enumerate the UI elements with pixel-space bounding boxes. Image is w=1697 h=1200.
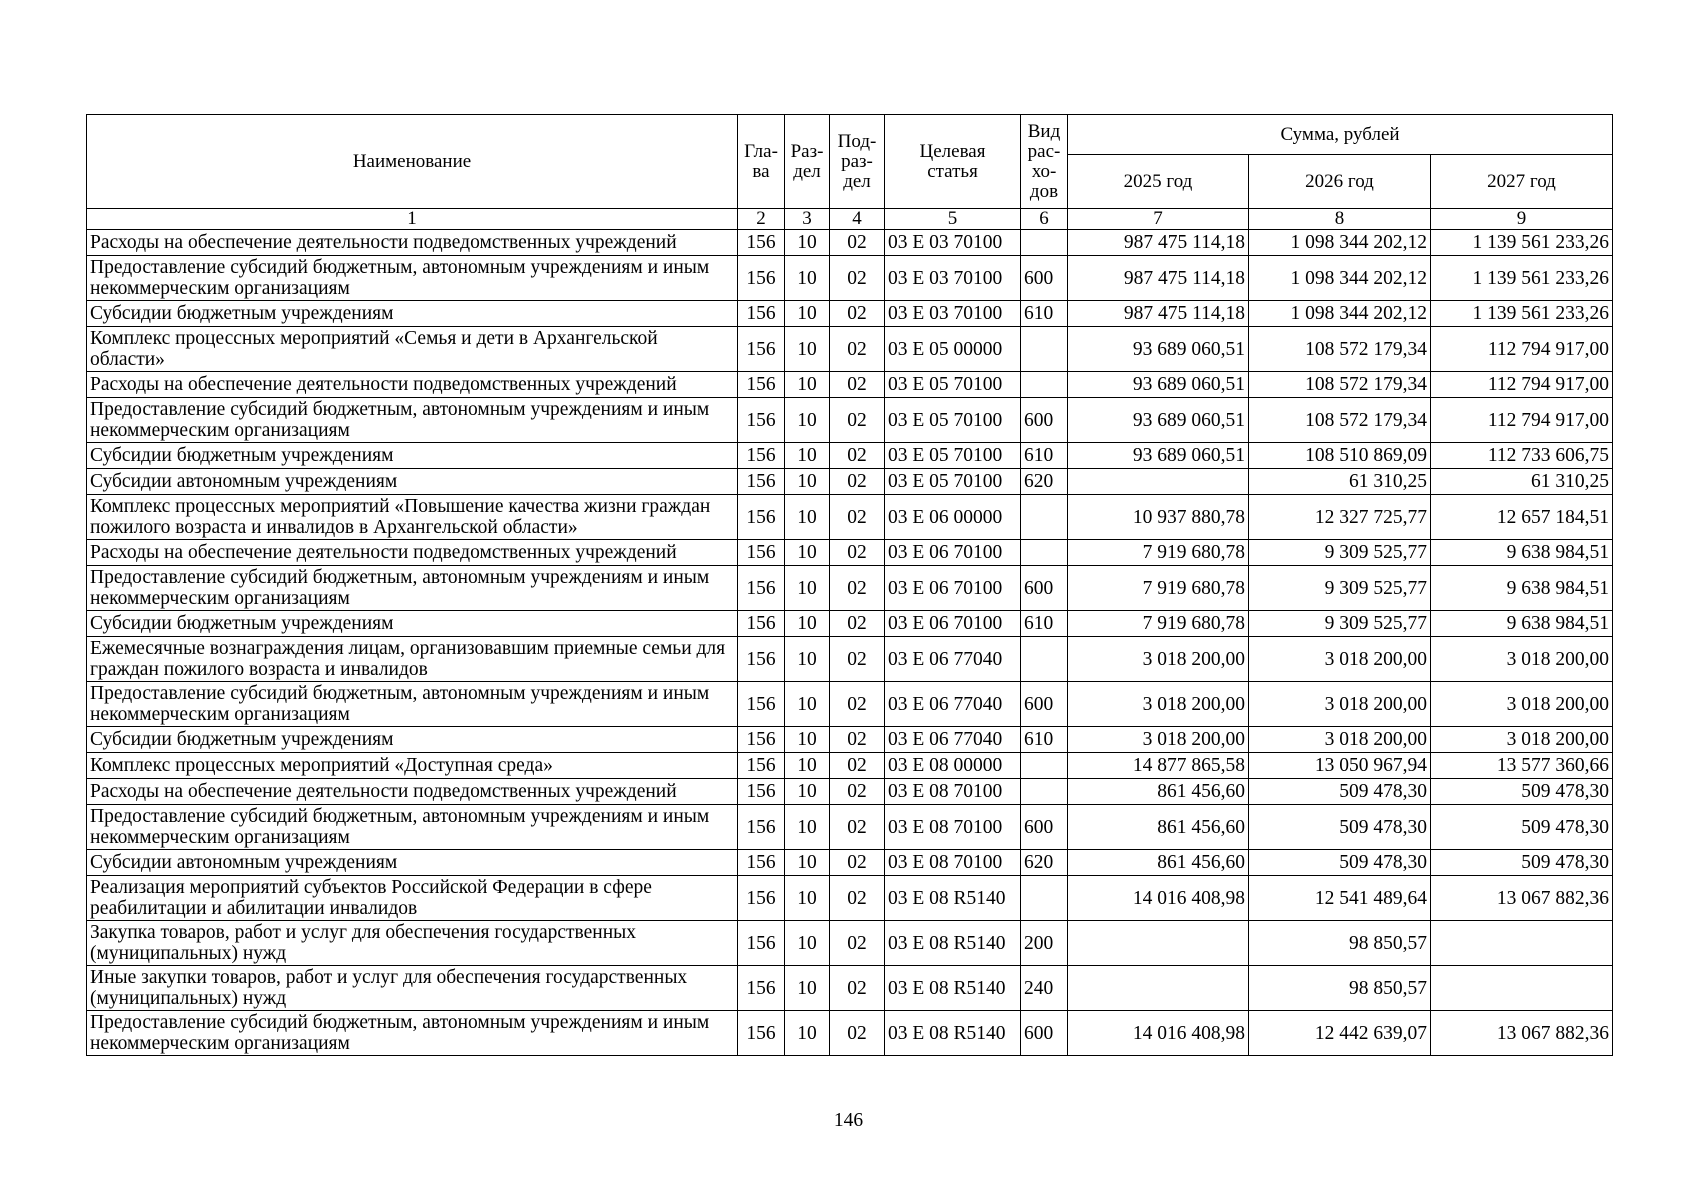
target-article-cell: 03 Е 06 00000 (885, 495, 1021, 540)
amount-2027-cell: 1 139 561 233,26 (1431, 301, 1613, 327)
section-cell: 10 (785, 566, 830, 611)
amount-2026-cell: 12 541 489,64 (1249, 876, 1431, 921)
target-article-cell: 03 Е 08 70100 (885, 779, 1021, 805)
column-number: 5 (885, 209, 1021, 230)
amount-2027-cell: 3 018 200,00 (1431, 727, 1613, 753)
table-row (87, 850, 1613, 876)
column-number: 1 (87, 209, 738, 230)
target-article-cell: 03 Е 06 70100 (885, 611, 1021, 637)
table-row (87, 398, 1613, 443)
expense-type-cell: 600 (1021, 398, 1068, 443)
amount-2025-cell: 93 689 060,51 (1068, 443, 1249, 469)
amount-2025-cell: 14 877 865,58 (1068, 753, 1249, 779)
section-cell: 10 (785, 469, 830, 495)
subsection-cell: 02 (830, 611, 885, 637)
section-cell: 10 (785, 779, 830, 805)
amount-2027-cell: 61 310,25 (1431, 469, 1613, 495)
section-cell: 10 (785, 327, 830, 372)
target-article-cell: 03 Е 05 70100 (885, 398, 1021, 443)
budget-table (86, 114, 1613, 1056)
amount-2027-cell: 3 018 200,00 (1431, 637, 1613, 682)
subsection-cell: 02 (830, 966, 885, 1011)
section-cell: 10 (785, 753, 830, 779)
amount-2026-cell: 98 850,57 (1249, 966, 1431, 1011)
amount-2025-cell: 987 475 114,18 (1068, 230, 1249, 256)
amount-2025-cell (1068, 966, 1249, 1011)
target-article-cell: 03 Е 05 70100 (885, 469, 1021, 495)
section-cell: 10 (785, 301, 830, 327)
row-name: Субсидии бюджетным учреждениям (87, 727, 738, 753)
subsection-cell: 02 (830, 1011, 885, 1056)
chapter-cell: 156 (738, 301, 785, 327)
table-row (87, 682, 1613, 727)
section-cell: 10 (785, 230, 830, 256)
amount-2025-cell: 861 456,60 (1068, 850, 1249, 876)
amount-2026-cell: 98 850,57 (1249, 921, 1431, 966)
expense-type-cell (1021, 779, 1068, 805)
expense-type-cell: 200 (1021, 921, 1068, 966)
amount-2027-cell: 9 638 984,51 (1431, 566, 1613, 611)
target-article-cell: 03 Е 05 70100 (885, 372, 1021, 398)
amount-2025-cell: 93 689 060,51 (1068, 398, 1249, 443)
chapter-cell: 156 (738, 727, 785, 753)
column-number: 7 (1068, 209, 1249, 230)
amount-2025-cell: 3 018 200,00 (1068, 637, 1249, 682)
amount-2026-cell: 108 572 179,34 (1249, 372, 1431, 398)
amount-2025-cell: 7 919 680,78 (1068, 566, 1249, 611)
chapter-cell: 156 (738, 805, 785, 850)
target-article-cell: 03 Е 08 R5140 (885, 1011, 1021, 1056)
amount-2027-cell: 9 638 984,51 (1431, 611, 1613, 637)
section-cell: 10 (785, 966, 830, 1011)
header-name: Наименование (87, 115, 738, 209)
chapter-cell: 156 (738, 256, 785, 301)
amount-2025-cell: 861 456,60 (1068, 805, 1249, 850)
chapter-cell: 156 (738, 1011, 785, 1056)
table-row (87, 611, 1613, 637)
amount-2026-cell: 12 442 639,07 (1249, 1011, 1431, 1056)
section-cell: 10 (785, 805, 830, 850)
target-article-cell: 03 Е 08 R5140 (885, 921, 1021, 966)
row-name: Реализация мероприятий субъектов Российской Федерации в сфере реабилитации и абилитации инвалидов (87, 876, 738, 921)
subsection-cell: 02 (830, 779, 885, 805)
amount-2027-cell: 112 794 917,00 (1431, 398, 1613, 443)
subsection-cell: 02 (830, 805, 885, 850)
row-name: Субсидии бюджетным учреждениям (87, 611, 738, 637)
row-name: Комплекс процессных мероприятий «Доступная среда» (87, 753, 738, 779)
chapter-cell: 156 (738, 611, 785, 637)
target-article-cell: 03 Е 08 70100 (885, 850, 1021, 876)
target-article-cell: 03 Е 06 77040 (885, 637, 1021, 682)
header-year-2025: 2025 год (1068, 155, 1249, 209)
amount-2025-cell: 987 475 114,18 (1068, 301, 1249, 327)
header-subsection: Под- раз- дел (830, 115, 885, 209)
amount-2027-cell (1431, 966, 1613, 1011)
table-row (87, 753, 1613, 779)
subsection-cell: 02 (830, 682, 885, 727)
chapter-cell: 156 (738, 327, 785, 372)
subsection-cell: 02 (830, 876, 885, 921)
section-cell: 10 (785, 443, 830, 469)
subsection-cell: 02 (830, 372, 885, 398)
amount-2026-cell: 3 018 200,00 (1249, 682, 1431, 727)
row-name: Комплекс процессных мероприятий «Семья и дети в Архангельской области» (87, 327, 738, 372)
chapter-cell: 156 (738, 495, 785, 540)
chapter-cell: 156 (738, 753, 785, 779)
expense-type-cell (1021, 753, 1068, 779)
row-name: Предоставление субсидий бюджетным, автономным учреждениям и иным некоммерческим организациям (87, 566, 738, 611)
table-row (87, 301, 1613, 327)
amount-2027-cell: 509 478,30 (1431, 779, 1613, 805)
chapter-cell: 156 (738, 566, 785, 611)
chapter-cell: 156 (738, 876, 785, 921)
chapter-cell: 156 (738, 921, 785, 966)
row-name: Субсидии автономным учреждениям (87, 850, 738, 876)
subsection-cell: 02 (830, 753, 885, 779)
header-chapter: Гла- ва (738, 115, 785, 209)
row-name: Субсидии бюджетным учреждениям (87, 443, 738, 469)
table-row (87, 495, 1613, 540)
row-name: Расходы на обеспечение деятельности подведомственных учреждений (87, 540, 738, 566)
table-row (87, 805, 1613, 850)
table-row (87, 727, 1613, 753)
expense-type-cell: 600 (1021, 682, 1068, 727)
amount-2027-cell: 3 018 200,00 (1431, 682, 1613, 727)
expense-type-cell (1021, 540, 1068, 566)
amount-2025-cell (1068, 921, 1249, 966)
subsection-cell: 02 (830, 637, 885, 682)
amount-2025-cell: 10 937 880,78 (1068, 495, 1249, 540)
amount-2026-cell: 13 050 967,94 (1249, 753, 1431, 779)
table-row (87, 921, 1613, 966)
row-name: Закупка товаров, работ и услуг для обеспечения государственных (муниципальных) нужд (87, 921, 738, 966)
amount-2026-cell: 61 310,25 (1249, 469, 1431, 495)
target-article-cell: 03 Е 08 R5140 (885, 966, 1021, 1011)
amount-2026-cell: 1 098 344 202,12 (1249, 256, 1431, 301)
column-number: 6 (1021, 209, 1068, 230)
expense-type-cell (1021, 876, 1068, 921)
row-name: Субсидии автономным учреждениям (87, 469, 738, 495)
expense-type-cell: 600 (1021, 256, 1068, 301)
subsection-cell: 02 (830, 850, 885, 876)
amount-2026-cell: 509 478,30 (1249, 850, 1431, 876)
target-article-cell: 03 Е 03 70100 (885, 256, 1021, 301)
target-article-cell: 03 Е 06 70100 (885, 540, 1021, 566)
subsection-cell: 02 (830, 727, 885, 753)
target-article-cell: 03 Е 06 70100 (885, 566, 1021, 611)
amount-2026-cell: 108 572 179,34 (1249, 398, 1431, 443)
target-article-cell: 03 Е 08 00000 (885, 753, 1021, 779)
section-cell: 10 (785, 682, 830, 727)
subsection-cell: 02 (830, 230, 885, 256)
expense-type-cell: 620 (1021, 850, 1068, 876)
expense-type-cell: 600 (1021, 805, 1068, 850)
amount-2026-cell: 509 478,30 (1249, 805, 1431, 850)
target-article-cell: 03 Е 03 70100 (885, 301, 1021, 327)
target-article-cell: 03 Е 08 70100 (885, 805, 1021, 850)
table-row (87, 876, 1613, 921)
amount-2027-cell: 1 139 561 233,26 (1431, 230, 1613, 256)
table-row (87, 256, 1613, 301)
subsection-cell: 02 (830, 327, 885, 372)
section-cell: 10 (785, 637, 830, 682)
target-article-cell: 03 Е 05 00000 (885, 327, 1021, 372)
amount-2025-cell: 14 016 408,98 (1068, 1011, 1249, 1056)
row-name: Комплекс процессных мероприятий «Повышение качества жизни граждан пожилого возраста и инвалидов в Архангельской области» (87, 495, 738, 540)
expense-type-cell: 600 (1021, 1011, 1068, 1056)
section-cell: 10 (785, 256, 830, 301)
expense-type-cell (1021, 230, 1068, 256)
amount-2025-cell: 7 919 680,78 (1068, 611, 1249, 637)
expense-type-cell: 240 (1021, 966, 1068, 1011)
header-year-2026: 2026 год (1249, 155, 1431, 209)
target-article-cell: 03 Е 08 R5140 (885, 876, 1021, 921)
row-name: Ежемесячные вознаграждения лицам, организовавшим приемные семьи для граждан пожилого возраста и инвалидов (87, 637, 738, 682)
amount-2027-cell: 112 733 606,75 (1431, 443, 1613, 469)
expense-type-cell: 610 (1021, 443, 1068, 469)
row-name: Предоставление субсидий бюджетным, автономным учреждениям и иным некоммерческим организациям (87, 398, 738, 443)
table-row (87, 469, 1613, 495)
row-name: Предоставление субсидий бюджетным, автономным учреждениям и иным некоммерческим организациям (87, 256, 738, 301)
expense-type-cell: 600 (1021, 566, 1068, 611)
amount-2025-cell: 3 018 200,00 (1068, 682, 1249, 727)
amount-2027-cell (1431, 921, 1613, 966)
chapter-cell: 156 (738, 540, 785, 566)
section-cell: 10 (785, 876, 830, 921)
row-name: Расходы на обеспечение деятельности подведомственных учреждений (87, 230, 738, 256)
subsection-cell: 02 (830, 540, 885, 566)
row-name: Предоставление субсидий бюджетным, автономным учреждениям и иным некоммерческим организациям (87, 1011, 738, 1056)
subsection-cell: 02 (830, 921, 885, 966)
chapter-cell: 156 (738, 682, 785, 727)
header-sum: Сумма, рублей (1068, 115, 1613, 155)
expense-type-cell: 610 (1021, 727, 1068, 753)
section-cell: 10 (785, 850, 830, 876)
section-cell: 10 (785, 611, 830, 637)
chapter-cell: 156 (738, 230, 785, 256)
amount-2025-cell: 861 456,60 (1068, 779, 1249, 805)
page-number: 146 (833, 1110, 864, 1131)
expense-type-cell (1021, 327, 1068, 372)
row-name: Расходы на обеспечение деятельности подведомственных учреждений (87, 372, 738, 398)
section-cell: 10 (785, 1011, 830, 1056)
subsection-cell: 02 (830, 566, 885, 611)
target-article-cell: 03 Е 05 70100 (885, 443, 1021, 469)
section-cell: 10 (785, 540, 830, 566)
section-cell: 10 (785, 495, 830, 540)
subsection-cell: 02 (830, 301, 885, 327)
column-number: 8 (1249, 209, 1431, 230)
subsection-cell: 02 (830, 398, 885, 443)
amount-2025-cell: 14 016 408,98 (1068, 876, 1249, 921)
row-name: Расходы на обеспечение деятельности подведомственных учреждений (87, 779, 738, 805)
amount-2027-cell: 509 478,30 (1431, 805, 1613, 850)
amount-2026-cell: 9 309 525,77 (1249, 611, 1431, 637)
amount-2026-cell: 108 572 179,34 (1249, 327, 1431, 372)
chapter-cell: 156 (738, 443, 785, 469)
target-article-cell: 03 Е 03 70100 (885, 230, 1021, 256)
subsection-cell: 02 (830, 256, 885, 301)
chapter-cell: 156 (738, 966, 785, 1011)
amount-2027-cell: 13 067 882,36 (1431, 876, 1613, 921)
table-row (87, 966, 1613, 1011)
subsection-cell: 02 (830, 469, 885, 495)
amount-2025-cell: 987 475 114,18 (1068, 256, 1249, 301)
chapter-cell: 156 (738, 469, 785, 495)
expense-type-cell: 610 (1021, 611, 1068, 637)
amount-2027-cell: 12 657 184,51 (1431, 495, 1613, 540)
column-number: 2 (738, 209, 785, 230)
expense-type-cell (1021, 372, 1068, 398)
expense-type-cell (1021, 495, 1068, 540)
table-row (87, 1011, 1613, 1056)
expense-type-cell (1021, 637, 1068, 682)
amount-2026-cell: 9 309 525,77 (1249, 540, 1431, 566)
row-name: Предоставление субсидий бюджетным, автономным учреждениям и иным некоммерческим организациям (87, 805, 738, 850)
amount-2027-cell: 13 067 882,36 (1431, 1011, 1613, 1056)
table-body (87, 230, 1613, 1056)
amount-2027-cell: 9 638 984,51 (1431, 540, 1613, 566)
header-target-article: Целевая статья (885, 115, 1021, 209)
table-row (87, 327, 1613, 372)
chapter-cell: 156 (738, 637, 785, 682)
amount-2027-cell: 13 577 360,66 (1431, 753, 1613, 779)
target-article-cell: 03 Е 06 77040 (885, 727, 1021, 753)
amount-2025-cell: 93 689 060,51 (1068, 372, 1249, 398)
chapter-cell: 156 (738, 779, 785, 805)
amount-2026-cell: 3 018 200,00 (1249, 727, 1431, 753)
amount-2026-cell: 9 309 525,77 (1249, 566, 1431, 611)
table-header (87, 115, 1613, 230)
table-row (87, 637, 1613, 682)
table-row (87, 372, 1613, 398)
amount-2027-cell: 1 139 561 233,26 (1431, 256, 1613, 301)
column-number: 9 (1431, 209, 1613, 230)
amount-2027-cell: 509 478,30 (1431, 850, 1613, 876)
amount-2027-cell: 112 794 917,00 (1431, 372, 1613, 398)
chapter-cell: 156 (738, 850, 785, 876)
section-cell: 10 (785, 727, 830, 753)
header-expense-type: Вид рас- хо- дов (1021, 115, 1068, 209)
column-number: 4 (830, 209, 885, 230)
amount-2025-cell: 93 689 060,51 (1068, 327, 1249, 372)
amount-2025-cell: 3 018 200,00 (1068, 727, 1249, 753)
header-section: Раз- дел (785, 115, 830, 209)
expense-type-cell: 610 (1021, 301, 1068, 327)
expense-type-cell: 620 (1021, 469, 1068, 495)
section-cell: 10 (785, 398, 830, 443)
row-name: Предоставление субсидий бюджетным, автономным учреждениям и иным некоммерческим организациям (87, 682, 738, 727)
amount-2026-cell: 108 510 869,09 (1249, 443, 1431, 469)
subsection-cell: 02 (830, 443, 885, 469)
target-article-cell: 03 Е 06 77040 (885, 682, 1021, 727)
amount-2025-cell (1068, 469, 1249, 495)
amount-2026-cell: 3 018 200,00 (1249, 637, 1431, 682)
section-cell: 10 (785, 372, 830, 398)
amount-2025-cell: 7 919 680,78 (1068, 540, 1249, 566)
table-row (87, 540, 1613, 566)
chapter-cell: 156 (738, 372, 785, 398)
table-row (87, 779, 1613, 805)
amount-2027-cell: 112 794 917,00 (1431, 327, 1613, 372)
row-name: Субсидии бюджетным учреждениям (87, 301, 738, 327)
chapter-cell: 156 (738, 398, 785, 443)
amount-2026-cell: 1 098 344 202,12 (1249, 301, 1431, 327)
table-row (87, 230, 1613, 256)
row-name: Иные закупки товаров, работ и услуг для обеспечения государственных (муниципальных) нужд (87, 966, 738, 1011)
column-number: 3 (785, 209, 830, 230)
table-row (87, 566, 1613, 611)
subsection-cell: 02 (830, 495, 885, 540)
amount-2026-cell: 509 478,30 (1249, 779, 1431, 805)
header-year-2027: 2027 год (1431, 155, 1613, 209)
table-row (87, 443, 1613, 469)
section-cell: 10 (785, 921, 830, 966)
amount-2026-cell: 12 327 725,77 (1249, 495, 1431, 540)
amount-2026-cell: 1 098 344 202,12 (1249, 230, 1431, 256)
